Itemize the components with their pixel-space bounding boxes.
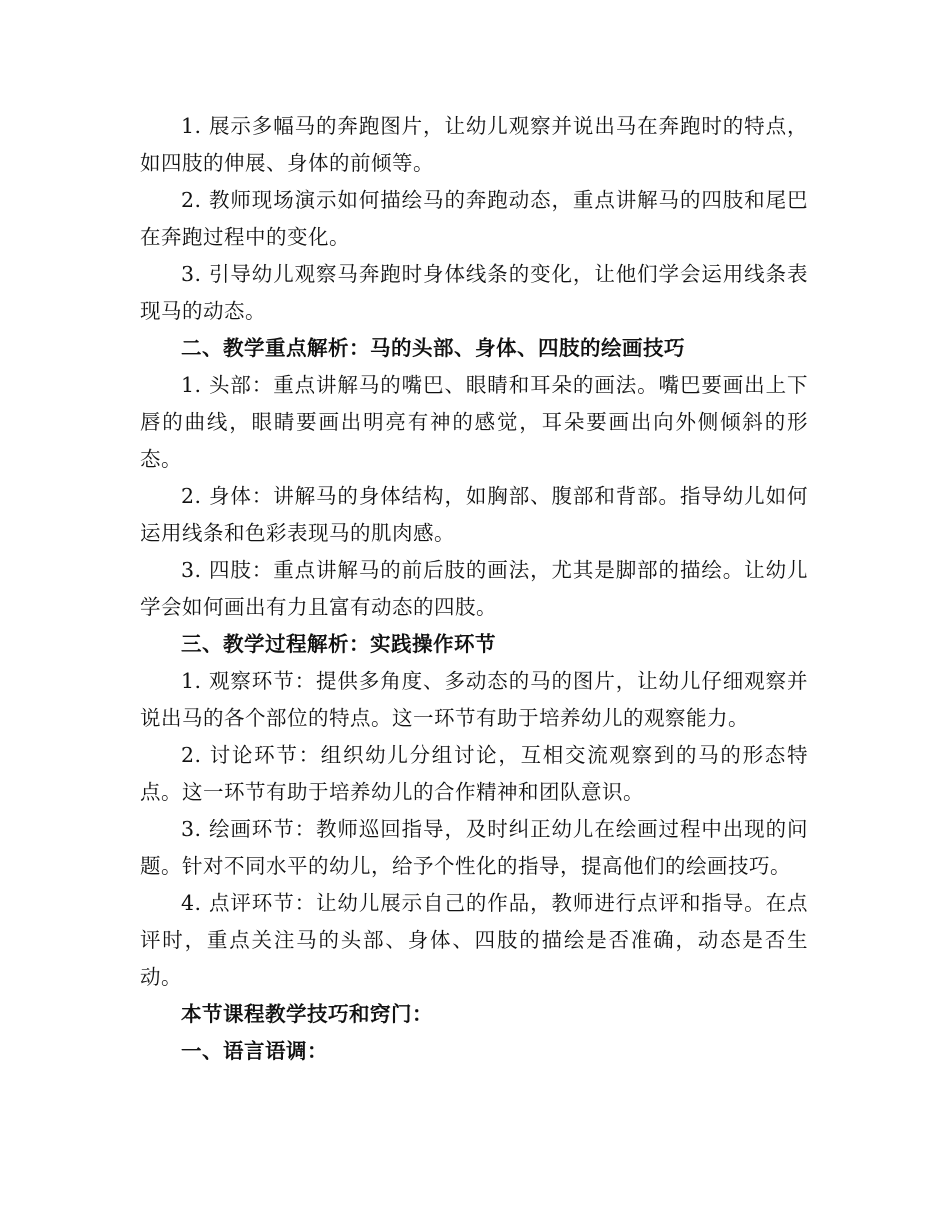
- paragraph-step-3: 3. 引导幼儿观察马奔跑时身体线条的变化，让他们学会运用线条表现马的动态。: [140, 262, 808, 323]
- paragraph-review-stage: 4. 点评环节：让幼儿展示自己的作品，教师进行点评和指导。在点评时，重点关注马的头部、身体、四肢的描绘是否准确，动态是否生动。: [140, 891, 808, 989]
- document-page: [140, 108, 808, 1070]
- paragraph-step-1: 1. 展示多幅马的奔跑图片，让幼儿观察并说出马在奔跑时的特点，如四肢的伸展、身体的前倾等。: [140, 114, 808, 175]
- section-heading-teaching-tips: 本节课程教学技巧和窍门：: [181, 1002, 433, 1026]
- section-heading-teaching-process: 三、教学过程解析：实践操作环节: [181, 632, 496, 656]
- section-heading-language-tone: 一、语言语调：: [181, 1039, 328, 1063]
- paragraph-discussion-stage: 2. 讨论环节：组织幼儿分组讨论，互相交流观察到的马的形态特点。这一环节有助于培养幼儿的合作精神和团队意识。: [140, 743, 808, 804]
- paragraph-drawing-stage: 3. 绘画环节：教师巡回指导，及时纠正幼儿在绘画过程中出现的问题。针对不同水平的幼儿，给予个性化的指导，提高他们的绘画技巧。: [140, 817, 808, 878]
- paragraph-head-technique: 1. 头部：重点讲解马的嘴巴、眼睛和耳朵的画法。嘴巴要画出上下唇的曲线，眼睛要画出明亮有神的感觉，耳朵要画出向外侧倾斜的形态。: [140, 373, 808, 471]
- paragraph-limbs-technique: 3. 四肢：重点讲解马的前后肢的画法，尤其是脚部的描绘。让幼儿学会如何画出有力且富有动态的四肢。: [140, 558, 808, 619]
- paragraph-observation-stage: 1. 观察环节：提供多角度、多动态的马的图片，让幼儿仔细观察并说出马的各个部位的特点。这一环节有助于培养幼儿的观察能力。: [140, 669, 808, 730]
- paragraph-body-technique: 2. 身体：讲解马的身体结构，如胸部、腹部和背部。指导幼儿如何运用线条和色彩表现马的肌肉感。: [140, 484, 808, 545]
- section-heading-teaching-focus: 二、教学重点解析：马的头部、身体、四肢的绘画技巧: [181, 336, 685, 360]
- paragraph-step-2: 2. 教师现场演示如何描绘马的奔跑动态，重点讲解马的四肢和尾巴在奔跑过程中的变化。: [140, 188, 808, 249]
